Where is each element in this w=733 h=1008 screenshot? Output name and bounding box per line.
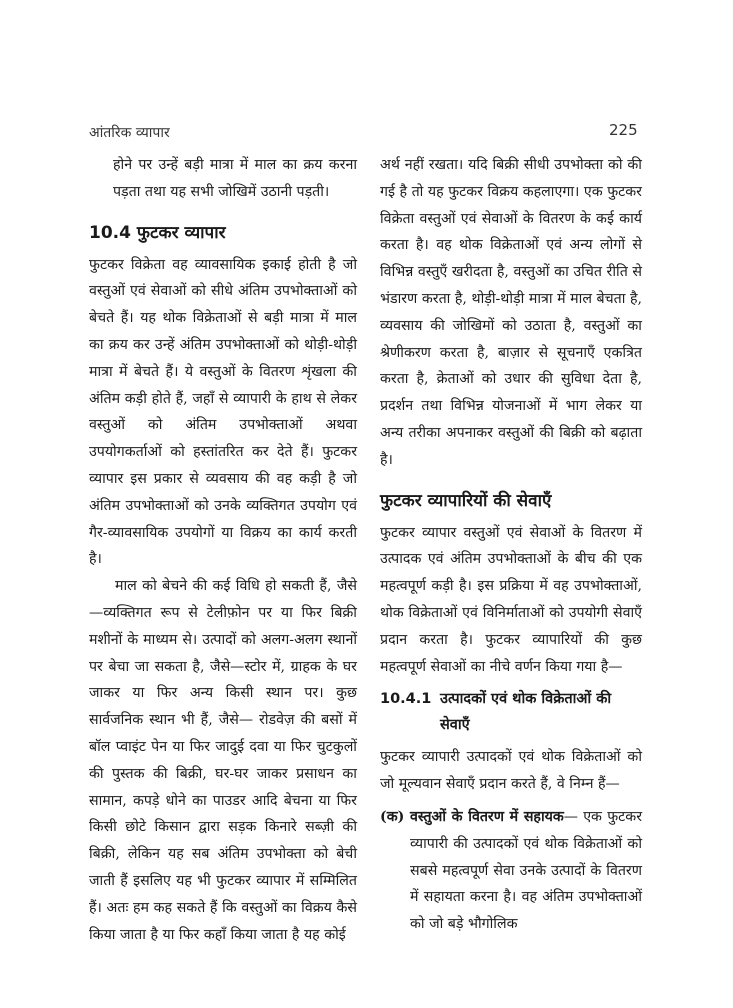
page-number: 225 [609,121,638,139]
subsection-number: 10.4.1 [380,691,432,708]
list-item-text: — एक फुटकर व्यापारी की उत्पादकों एवं थोक विक्रेताओं को सबसे महत्वपूर्ण सेवा उनके उत्पादों के वितरण में सहायता करना है। वह अंतिम उपभोक्ताओं को जो बड़े भौगोलिक [410,808,642,933]
section-heading: फुटकर व्यापारियों की सेवाएँ [380,490,552,511]
paragraph: माल को बेचने की कई विधि हो सकती हैं, जैसे—व्यक्तिगत रूप से टेलीफ़ोन पर या फिर बिक्री मशीनों के माध्यम से। उत्पादों को अलग-अलग स्थानों पर बेचा जा सकता है, जैसे—स्टोर में, ग्राहक के घर जाकर या फिर अन्य किसी स्थान पर। कुछ सार्वजनिक स्थान भी हैं, जैसे— रोडवेज़ की बसों में बॉल प्वाइंट पेन या फिर जादुई दवा या फिर चुटकुलों की पुस्तक की बिक्री, घर-घर जाकर प्रसाधन का सामान, कपड़े धोने का पाउडर आदि बेचना या फिर किसी छोटे किसान द्वारा सड़क किनारे सब्ज़ी की बिक्री, लेकिन यह सब अंतिम उपभोक्ता को बेची जाती हैं इसलिए यह भी फुटकर व्यापार में सम्मिलित हैं। अतः हम कह सकते हैं कि वस्तुओं का विक्रय कैसे किया जाता है या फिर कहाँ किया जाता है यह कोई [89,578,357,943]
subsection-heading [380,686,642,738]
subsection-title: उत्पादकों एवं थोक विक्रेताओं की सेवाएँ [440,691,612,734]
paragraph: फुटकर व्यापारी उत्पादकों एवं थोक विक्रेताओं को जो मूल्यवान सेवाएँ प्रदान करते हैं, वे निम्न हैं— [380,749,642,793]
list-item [380,804,642,938]
list-item-term: वस्तुओं के वितरण में सहायक [410,808,564,825]
paragraph: फुटकर व्यापार वस्तुओं एवं सेवाओं के वितरण में उत्पादक एवं अंतिम उपभोक्ताओं के बीच की एक महत्वपूर्ण कड़ी है। इस प्रक्रिया में वह उपभोक्ताओं, थोक विक्रेताओं एवं विनिर्माताओं को उपयोगी सेवाएँ प्रदान करता है। फुटकर व्यापारियों की कुछ महत्वपूर्ण सेवाओं का नीचे वर्णन किया गया है— [380,524,642,675]
right-column [380,152,642,938]
list-item-body [410,804,642,938]
running-head: आंतरिक व्यापार [89,125,170,141]
left-column [89,152,357,948]
continued-text: होने पर उन्हें बड़ी मात्रा में माल का क्रय करना पड़ता तथा यह सभी जोखिमें उठानी पड़ती। [113,157,357,200]
list-marker: (क) [380,808,405,825]
paragraph: फुटकर विक्रेता वह व्यावसायिक इकाई होती है जो वस्तुओं एवं सेवाओं को सीधे अंतिम उपभोक्ताओं को बेचते हैं। यह थोक विक्रेताओं से बड़ी मात्रा में माल का क्रय कर उन्हें अंतिम उपभोक्ताओं को थोड़ी-थोड़ी मात्रा में बेचते हैं। ये वस्तुओं के वितरण शृंखला की अंतिम कड़ी होते हैं, जहाँ से व्यापारी के हाथ से लेकर वस्तुओं को अंतिम उपभोक्ताओं अथवा उपयोगकर्ताओं को हस्तांतरित कर देते हैं। फुटकर व्यापार इस प्रकार से व्यवसाय की वह कड़ी है जो अंतिम उपभोक्ताओं को उनके व्यक्तिगत उपयोग एवं गैर-व्यावसायिक उपयोगों या विक्रय का कार्य करती है। [89,256,357,568]
continued-text: अर्थ नहीं रखता। यदि बिक्री सीधी उपभोक्ता को की गई है तो यह फुटकर विक्रय कहलाएगा। एक फुटकर विक्रेता वस्तुओं एवं सेवाओं के वितरण के कई कार्य करता है। वह थोक विक्रेताओं एवं अन्य लोगों से विभिन्न वस्तुएँ खरीदता है, वस्तुओं का उचित रीति से भंडारण करता है, थोड़ी-थोड़ी मात्रा में माल बेचता है, व्यवसाय की जोखिमों को उठाता है, वस्तुओं का श्रेणीकरण करता है, बाज़ार से सूचनाएँ एकत्रित करता है, क्रेताओं को उधार की सुविधा देता है, प्रदर्शन तथा विभिन्न योजनाओं में भाग लेकर या अन्य तरीका अपनाकर वस्तुओं की बिक्री को बढ़ाता है। [380,157,642,468]
section-heading: 10.4 फुटकर व्यापार [89,222,226,243]
